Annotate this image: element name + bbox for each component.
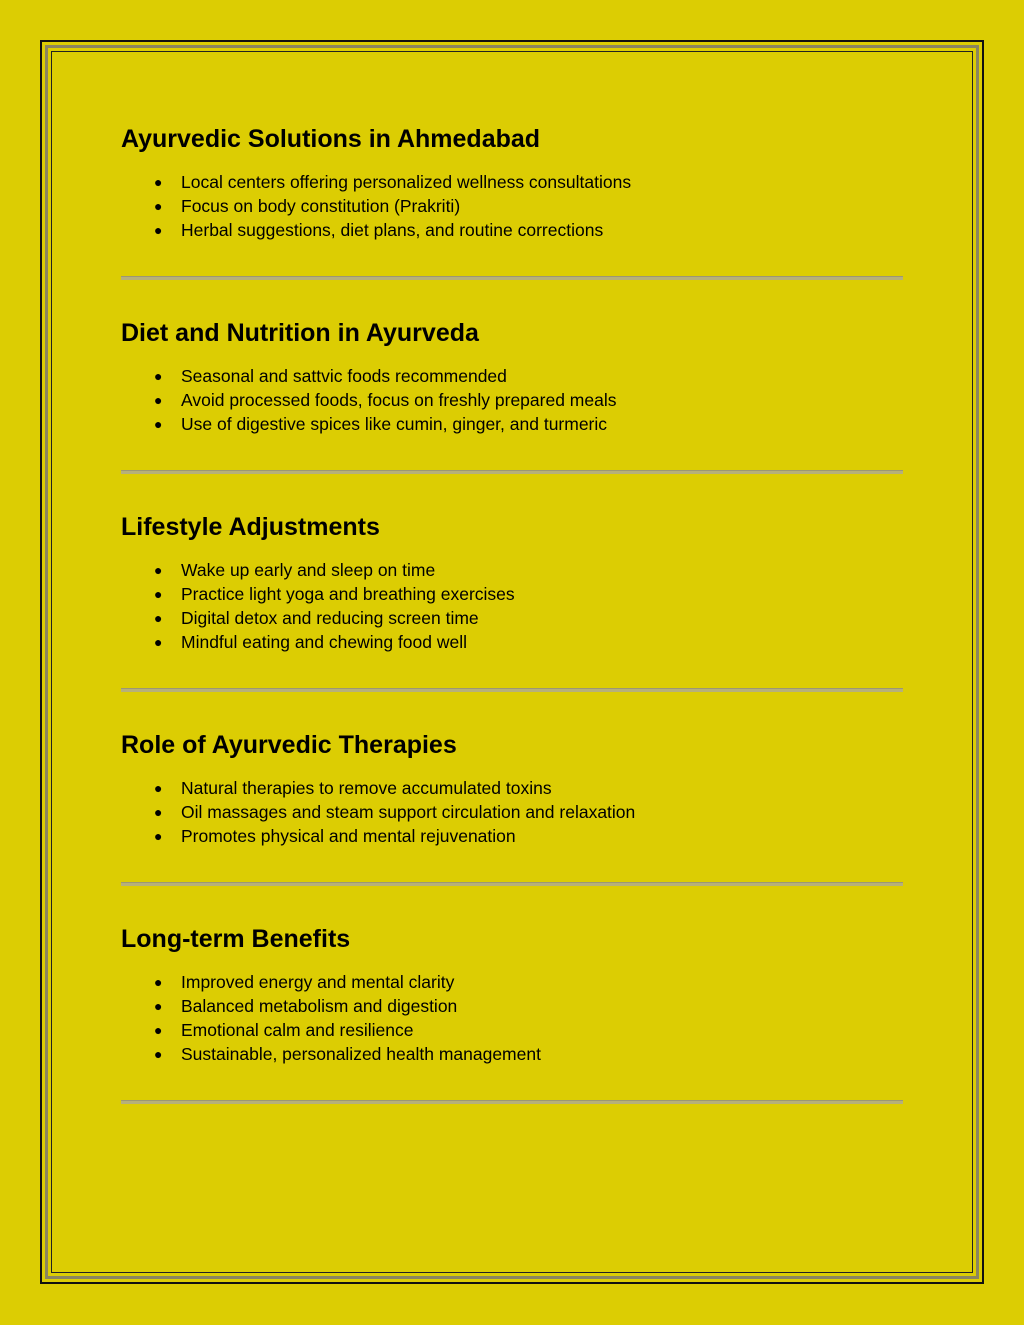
list-item — [121, 388, 903, 412]
list-item-text: Oil massages and steam support circulation and relaxation — [181, 802, 636, 822]
bullet-icon: ● — [154, 804, 163, 820]
list-item — [121, 412, 903, 436]
list-item — [121, 800, 903, 824]
section-lifestyle-adjustments — [121, 508, 903, 654]
bullet-icon: ● — [154, 634, 163, 650]
list-item — [121, 170, 903, 194]
list-item-text: Herbal suggestions, diet plans, and routine corrections — [181, 220, 604, 240]
bullet-list — [121, 364, 903, 436]
list-item — [121, 194, 903, 218]
bullet-icon: ● — [154, 368, 163, 384]
section-ayurvedic-solutions — [121, 120, 903, 242]
bullet-icon: ● — [154, 974, 163, 990]
list-item — [121, 1018, 903, 1042]
bullet-icon: ● — [154, 828, 163, 844]
list-item-text: Promotes physical and mental rejuvenation — [181, 826, 516, 846]
bullet-icon: ● — [154, 174, 163, 190]
bullet-list — [121, 970, 903, 1066]
list-item — [121, 606, 903, 630]
bullet-icon: ● — [154, 562, 163, 578]
list-item-text: Emotional calm and resilience — [181, 1020, 414, 1040]
bullet-list — [121, 558, 903, 654]
list-item-text: Natural therapies to remove accumulated toxins — [181, 778, 552, 798]
list-item-text: Use of digestive spices like cumin, ginger, and turmeric — [181, 414, 608, 434]
section-divider — [121, 882, 903, 886]
section-heading: Ayurvedic Solutions in Ahmedabad — [121, 125, 541, 153]
list-item-text: Local centers offering personalized wellness consultations — [181, 172, 632, 192]
bullet-icon: ● — [154, 610, 163, 626]
list-item — [121, 558, 903, 582]
list-item-text: Improved energy and mental clarity — [181, 972, 455, 992]
section-ayurvedic-therapies — [121, 726, 903, 848]
bullet-icon: ● — [154, 1046, 163, 1062]
bullet-list — [121, 776, 903, 848]
section-long-term-benefits — [121, 920, 903, 1066]
section-heading: Role of Ayurvedic Therapies — [121, 731, 457, 759]
section-divider — [121, 1100, 903, 1104]
list-item — [121, 630, 903, 654]
list-item-text: Seasonal and sattvic foods recommended — [181, 366, 507, 386]
list-item-text: Mindful eating and chewing food well — [181, 632, 468, 652]
document-content — [121, 120, 903, 1138]
list-item-text: Sustainable, personalized health management — [181, 1044, 541, 1064]
section-heading: Long-term Benefits — [121, 925, 351, 953]
list-item-text: Wake up early and sleep on time — [181, 560, 436, 580]
list-item — [121, 970, 903, 994]
list-item-text: Balanced metabolism and digestion — [181, 996, 458, 1016]
section-heading: Diet and Nutrition in Ayurveda — [121, 319, 479, 347]
bullet-icon: ● — [154, 998, 163, 1014]
section-divider — [121, 688, 903, 692]
list-item — [121, 776, 903, 800]
section-divider — [121, 470, 903, 474]
bullet-icon: ● — [154, 586, 163, 602]
list-item — [121, 364, 903, 388]
section-diet-nutrition — [121, 314, 903, 436]
list-item-text: Practice light yoga and breathing exercises — [181, 584, 515, 604]
bullet-icon: ● — [154, 198, 163, 214]
list-item — [121, 582, 903, 606]
section-divider — [121, 276, 903, 280]
list-item — [121, 824, 903, 848]
section-heading: Lifestyle Adjustments — [121, 513, 380, 541]
list-item-text: Avoid processed foods, focus on freshly prepared meals — [181, 390, 617, 410]
bullet-icon: ● — [154, 416, 163, 432]
bullet-icon: ● — [154, 1022, 163, 1038]
bullet-icon: ● — [154, 392, 163, 408]
list-item — [121, 218, 903, 242]
bullet-icon: ● — [154, 222, 163, 238]
list-item-text: Digital detox and reducing screen time — [181, 608, 479, 628]
bullet-icon: ● — [154, 780, 163, 796]
bullet-list — [121, 170, 903, 242]
list-item-text: Focus on body constitution (Prakriti) — [181, 196, 461, 216]
list-item — [121, 1042, 903, 1066]
list-item — [121, 994, 903, 1018]
